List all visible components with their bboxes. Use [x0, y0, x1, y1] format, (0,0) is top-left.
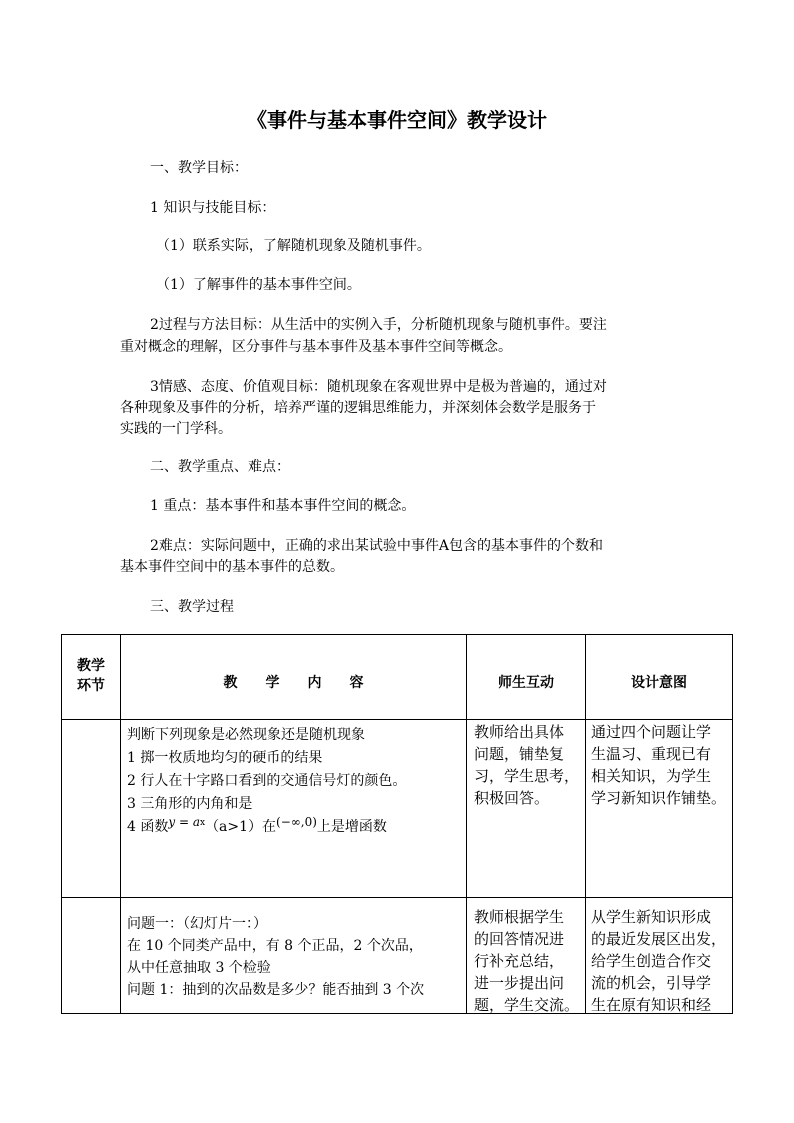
row1-interaction-line-3: 习，学生思考， — [474, 767, 580, 785]
row2-interaction-line-2: 的回答情况进 — [474, 930, 565, 948]
row2-interaction-line-1: 教师根据学生 — [474, 908, 565, 926]
row2-line-3: 从中任意抽取 3 个检验 — [127, 960, 271, 976]
row1-line-5-suffix: 上是增函数 — [316, 819, 387, 835]
row2-interaction-line-3: 行补充总结， — [474, 952, 565, 970]
row2-line-2: 在 10 个同类产品中，有 8 个正品，2 个次品， — [127, 938, 423, 954]
objective-attitude-line-2: 各种现象及事件的分析，培养严谨的逻辑思维能力，并深刻体会数学是服务于 — [120, 400, 596, 416]
row2-content — [127, 914, 463, 1002]
table-border-right — [732, 634, 733, 1014]
header-stage — [61, 656, 121, 696]
row1-line-5 — [127, 817, 463, 840]
row2-line-1: 问题一：（幻灯片一：） — [127, 916, 267, 932]
objective-knowledge-heading: 1 知识与技能目标： — [150, 200, 276, 216]
objective-knowledge-item-1: （1）联系实际，了解随机现象及随机事件。 — [156, 238, 431, 254]
section-heading-objectives: 一、教学目标： — [150, 160, 248, 176]
row2-intent-line-2: 的最近发展区出发， — [591, 930, 727, 948]
keypoint-focus: 1 重点：基本事件和基本事件空间的概念。 — [150, 498, 416, 514]
objective-process-line-1: 2过程与方法目标：从生活中的实例入手，分析随机现象与随机事件。要注 — [150, 317, 607, 333]
row1-intent-line-2: 生温习、重现已有 — [591, 745, 712, 763]
row2-interaction-line-4: 进一步提出问 — [474, 974, 565, 992]
header-stage-line-2: 环节 — [77, 678, 105, 694]
row1-interaction — [474, 721, 584, 809]
table-header-divider — [61, 719, 733, 720]
row2-interaction-line-5: 题，学生交流。 — [474, 996, 580, 1014]
document-title: 《事件与基本事件空间》教学设计 — [247, 108, 547, 132]
objective-attitude-line-1: 3情感、态度、价值观目标：随机现象在客观世界中是极为普遍的，通过对 — [150, 379, 607, 395]
table-border-top — [61, 634, 733, 635]
header-content: 教 学 内 容 — [223, 675, 364, 691]
section-heading-keypoints: 二、教学重点、难点： — [150, 459, 290, 475]
row1-line-4: 3 三角形的内角和是 — [127, 796, 253, 812]
row1-line-1: 判断下列现象是必然现象还是随机现象 — [127, 727, 365, 743]
section-heading-process: 三、教学过程 — [150, 599, 234, 615]
row2-intent-line-4: 流的机会，引导学 — [591, 974, 712, 992]
table-row-divider — [61, 897, 733, 898]
row1-line-5-prefix: 4 函数 — [127, 819, 169, 835]
teaching-process-table — [61, 634, 733, 1014]
objective-knowledge-item-2: （1）了解事件的基本事件空间。 — [156, 277, 361, 293]
row1-line-2: 1 掷一枚质地均匀的硬币的结果 — [127, 750, 323, 766]
objective-attitude-line-3: 实践的一门学科。 — [120, 421, 232, 437]
objective-process-line-2: 重对概念的理解，区分事件与基本事件及基本事件空间等概念。 — [120, 339, 512, 355]
row1-intent-line-3: 相关知识，为学生 — [591, 767, 712, 785]
row2-interaction — [474, 906, 584, 1016]
row2-intent-line-5: 生在原有知识和经 — [591, 996, 712, 1014]
header-intent: 设计意图 — [631, 675, 687, 691]
interval-formula: (−∞,0) — [276, 815, 317, 829]
row1-interaction-line-4: 积极回答。 — [474, 789, 550, 807]
row2-line-4: 问题 1：抽到的次品数是多少？能否抽到 3 个次 — [127, 982, 425, 998]
function-formula: y = a — [168, 815, 200, 829]
row2-intent-line-1: 从学生新知识形成 — [591, 908, 712, 926]
header-stage-line-1: 教学 — [77, 658, 105, 674]
row1-intent-line-4: 学习新知识作铺垫。 — [591, 789, 727, 807]
function-exponent: x — [199, 818, 206, 828]
row2-intent — [591, 906, 732, 1016]
row1-line-5-condition: （a>1）在 — [205, 819, 277, 835]
row1-content — [127, 725, 463, 840]
keypoint-difficulty-line-2: 基本事件空间中的基本事件的总数。 — [120, 559, 344, 575]
row1-intent — [591, 721, 732, 809]
row1-line-3: 2 行人在十字路口看到的交通信号灯的颜色。 — [127, 773, 407, 789]
keypoint-difficulty-line-1: 2难点：实际问题中，正确的求出某试验中事件A包含的基本事件的个数和 — [150, 538, 604, 554]
row1-interaction-line-1: 教师给出具体 — [474, 723, 565, 741]
row2-intent-line-3: 给学生创造合作交 — [591, 952, 712, 970]
row1-intent-line-1: 通过四个问题让学 — [591, 723, 712, 741]
row1-interaction-line-2: 问题，铺垫复 — [474, 745, 565, 763]
header-interaction: 师生互动 — [498, 675, 554, 691]
